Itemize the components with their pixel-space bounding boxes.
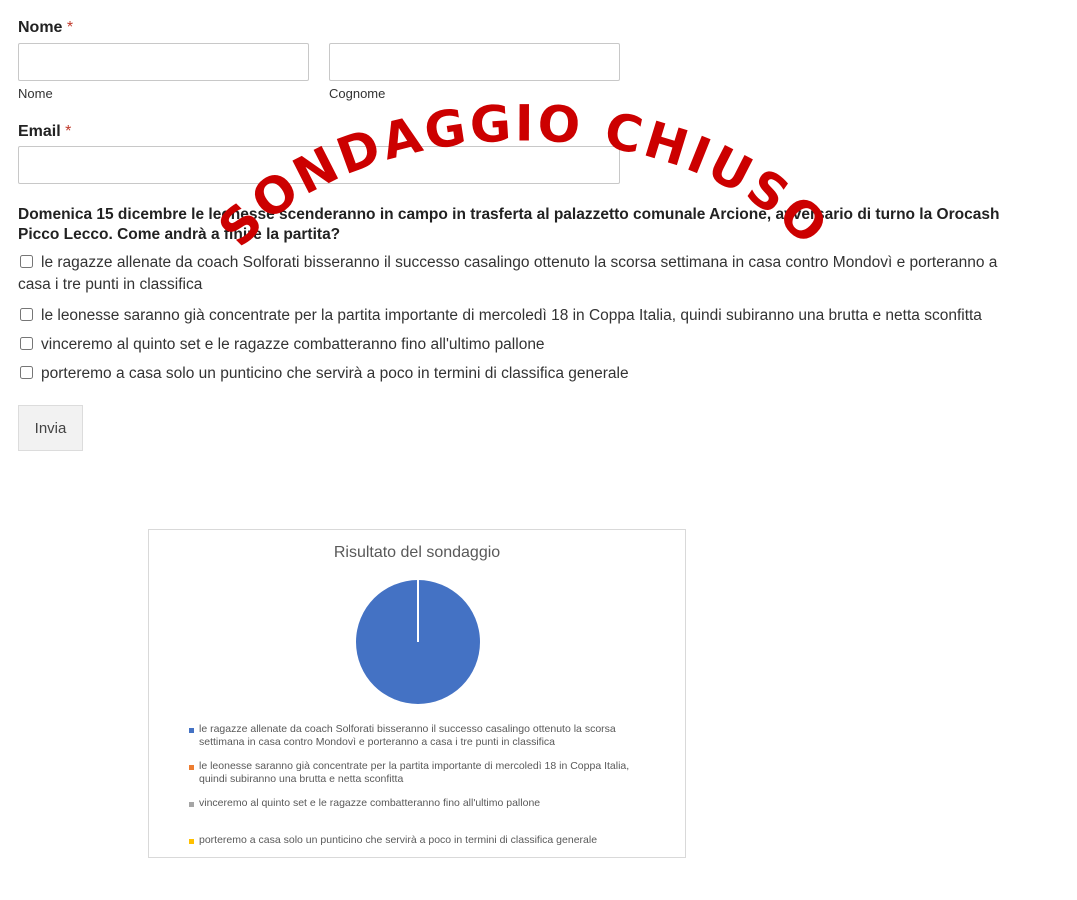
first-name-input[interactable] [18, 43, 309, 81]
poll-option-label: vinceremo al quinto set e le ragazze combatteranno fino all'ultimo pallone [41, 336, 545, 353]
poll-option[interactable] [18, 334, 1028, 356]
email-label-text: Email [18, 123, 61, 140]
legend-item [189, 723, 649, 749]
email-input[interactable] [18, 146, 620, 184]
legend-item [189, 760, 649, 786]
legend-label: porteremo a casa solo un punticino che servirà a poco in termini di classifica generale [199, 834, 598, 846]
poll-option-label: le ragazze allenate da coach Solforati bisseranno il successo casalingo ottenuto la scorsa settimana in casa contro Mondovì e porteranno a casa i tre punti in classifica [18, 254, 998, 293]
legend-swatch [189, 728, 194, 733]
legend-swatch [189, 802, 194, 807]
legend-label: vinceremo al quinto set e le ragazze combatteranno fino all'ultimo pallone [199, 797, 541, 809]
email-label [18, 123, 71, 141]
last-name-sublabel: Cognome [329, 86, 386, 101]
poll-option-label: porteremo a casa solo un punticino che servirà a poco in termini di classifica generale [41, 365, 629, 382]
poll-option[interactable] [18, 363, 1028, 385]
chart-title: Risultato del sondaggio [333, 544, 501, 561]
name-label-text: Nome [18, 19, 63, 36]
legend-swatch [189, 839, 194, 844]
poll-question: Domenica 15 dicembre le leonesse scenderanno in campo in trasferta al palazzetto comunale Arcione, avversario di turno la Orocash Picco Lecco. Come andrà a finire la partita? [18, 206, 1000, 243]
poll-option-checkbox[interactable] [20, 308, 33, 321]
poll-option-checkbox[interactable] [20, 255, 33, 268]
first-name-sublabel: Nome [18, 86, 53, 101]
legend-label: le leonesse saranno già concentrate per la partita importante di mercoledì 18 in Coppa Italia, quindi subiranno una brutta e netta sconfitta [199, 760, 630, 785]
legend-swatch [189, 765, 194, 770]
results-chart [148, 529, 686, 858]
submit-button[interactable]: Invia [18, 405, 83, 451]
name-label [18, 19, 73, 37]
stamp-text: SONDAGGIO CHIUSO [207, 94, 841, 258]
legend-label: le ragazze allenate da coach Solforati bisseranno il successo casalingo ottenuto la scorsa settimana in casa contro Mondovì e porteranno a casa i tre punti in classifica [199, 723, 616, 748]
poll-option[interactable] [18, 252, 1028, 296]
poll-option-label: le leonesse saranno già concentrate per la partita importante di mercoledì 18 in Coppa Italia, quindi subiranno una brutta e netta sconfitta [41, 307, 982, 324]
poll-option[interactable] [18, 305, 1028, 327]
poll-option-checkbox[interactable] [20, 337, 33, 350]
required-mark: * [65, 123, 72, 140]
poll-option-checkbox[interactable] [20, 366, 33, 379]
last-name-input[interactable] [329, 43, 620, 81]
legend-item [189, 834, 649, 847]
legend-item [189, 797, 649, 810]
required-mark: * [66, 19, 74, 36]
